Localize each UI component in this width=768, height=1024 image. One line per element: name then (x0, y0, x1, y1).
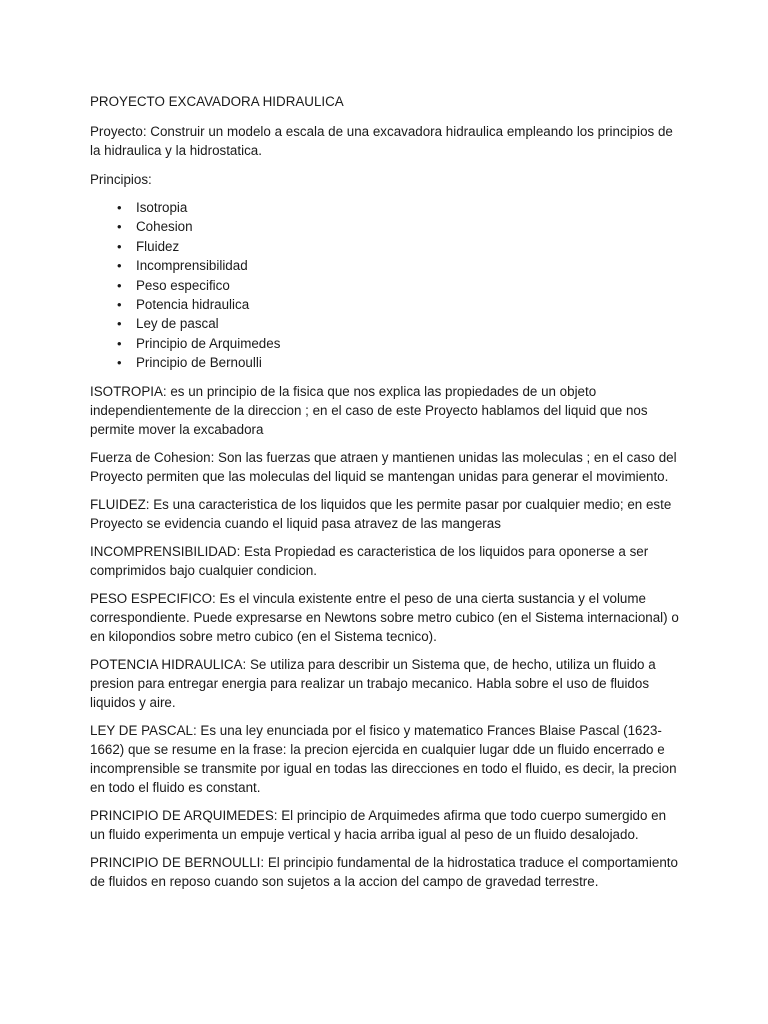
definitions-section (90, 382, 684, 891)
bullet-icon: • (117, 297, 122, 313)
principle-list-item (90, 237, 684, 256)
principle-list-item (90, 334, 684, 353)
principle-list-item (90, 217, 684, 236)
definition-paragraph: LEY DE PASCAL: Es una ley enunciada por el fisico y matematico Frances Blaise Pascal (1623-1662) que se resume en la frase: la precion ejercida en cualquier lugar dde un fluido encerrado e incomprensible se transmite por igual en todas las direcciones en todo el fluido, es decir, la precion en todo el fluido es constant. (90, 722, 677, 795)
bullet-icon: • (117, 200, 122, 215)
definition-paragraph: PESO ESPECIFICO: Es el vincula existente entre el peso de una cierta sustancia y el volume correspondiente. Puede expresarse en Newtons sobre metro cubico (en el Sistema internacional) o en kilopondios sobre metro cubico (en el Sistema tecnico). (90, 590, 679, 644)
definition-paragraph: PRINCIPIO DE BERNOULLI: El principio fundamental de la hidrostatica traduce el comportamiento de fluidos en reposo cuando son sujetos a la accion del campo de gravedad terrestre. (90, 854, 678, 889)
definition-paragraph: INCOMPRENSIBILIDAD: Esta Propiedad es caracteristica de los liquidos para oponerse a ser comprimidos bajo cualquier condicion. (90, 543, 649, 578)
bullet-icon: • (117, 335, 122, 351)
principle-list-item (90, 314, 684, 333)
bullet-icon: • (117, 355, 122, 371)
project-statement: Proyecto: Construir un modelo a escala de una excavadora hidraulica empleando los principios de la hidraulica y la hidrostatica. (90, 124, 673, 158)
bullet-icon: • (117, 277, 122, 293)
bullet-icon: • (117, 258, 122, 274)
bullet-icon: • (117, 238, 122, 254)
principle-label: Potencia hidraulica (136, 297, 250, 313)
principle-list-item (90, 295, 684, 314)
definition-paragraph: ISOTROPIA: es un principio de la fisica que nos explica las propiedades de un objeto independientemente de la direccion ; en el caso de este Proyecto hablamos del liquid que nos permite mover la excabadora (90, 383, 648, 437)
principle-label: Cohesion (136, 219, 193, 235)
bullet-icon: • (117, 219, 122, 235)
principle-label: Principio de Arquimedes (136, 335, 281, 351)
definition-paragraph: Fuerza de Cohesion: Son las fuerzas que atraen y mantienen unidas las moleculas ; en el caso del Proyecto permiten que las moleculas del liquid se mantengan unidas para generar el movimiento. (90, 449, 677, 484)
principle-label: Principio de Bernoulli (136, 355, 262, 371)
bullet-icon: • (117, 316, 122, 332)
definition-paragraph: POTENCIA HIDRAULICA: Se utiliza para describir un Sistema que, de hecho, utiliza un fluido a presion para entregar energia para realizar un trabajo mecanico. Habla sobre el uso de fluidos liquidos y aire. (90, 656, 656, 710)
principle-label: Ley de pascal (136, 316, 219, 332)
definition-paragraph: FLUIDEZ: Es una caracteristica de los liquidos que les permite pasar por cualquier medio; en este Proyecto se evidencia cuando el liquid pasa atravez de las mangeras (90, 496, 672, 531)
principle-label: Isotropia (136, 200, 188, 215)
definition-paragraph: PRINCIPIO DE ARQUIMEDES: El principio de Arquimedes afirma que todo cuerpo sumergido en un fluido experimenta un empuje vertical y hacia arriba igual al peso de un fluido desalojado. (90, 807, 667, 842)
document-title: PROYECTO EXCAVADORA HIDRAULICA (90, 94, 344, 109)
principle-list-item (90, 276, 684, 295)
principle-label: Incomprensibilidad (136, 258, 248, 274)
principle-list-item (90, 198, 684, 217)
principle-list-item (90, 256, 684, 275)
principles-list (90, 198, 684, 373)
principle-label: Fluidez (136, 238, 180, 254)
principles-heading: Principios: (90, 172, 152, 187)
principle-label: Peso especifico (136, 277, 230, 293)
principle-list-item (90, 353, 684, 372)
